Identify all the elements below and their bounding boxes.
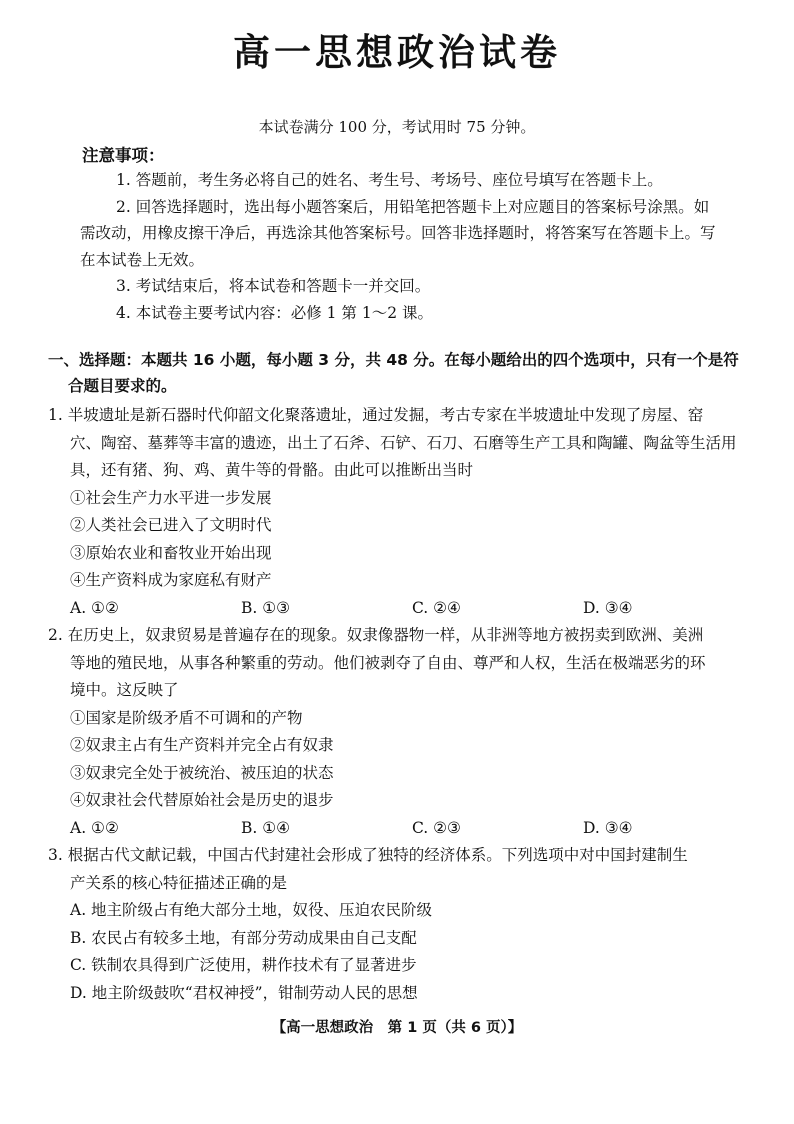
choice-c: C. ②③ — [412, 818, 461, 837]
stem-line: 穴、陶窑、墓葬等丰富的遗迹，出土了石斧、石铲、石刀、石磨等生产工具和陶罐、陶盆等生活用 — [70, 433, 737, 452]
question-1 — [48, 402, 754, 622]
notice-heading: 注意事项： — [82, 146, 165, 165]
statement: ②奴隶主占有生产资料并完全占有奴隶 — [70, 736, 334, 754]
statement: ③原始农业和畜牧业开始出现 — [70, 543, 272, 562]
statement: ②人类社会已进入了文明时代 — [70, 516, 272, 534]
stem-line: 2. 在历史上，奴隶贸易是普遍存在的现象。奴隶像器物一样，从非洲等地方被拐卖到欧洲、美洲 — [48, 626, 704, 644]
stem-line: 3. 根据古代文献记载，中国古代封建社会形成了独特的经济体系。下列选项中对中国封建制生 — [48, 846, 688, 864]
choice-b: B. 农民占有较多土地，有部分劳动成果由自己支配 — [70, 928, 417, 947]
question-list — [48, 402, 754, 1007]
notice-list — [80, 167, 720, 326]
question-stem — [48, 402, 754, 485]
section-heading-line: 合题目要求的。 — [68, 377, 177, 395]
stem-line: 等地的殖民地，从事各种繁重的劳动。他们被剥夺了自由、尊严和人权，生活在极端恶劣的环 — [70, 653, 706, 672]
choice-c: C. 铁制农具得到广泛使用，耕作技术有了显著进步 — [70, 956, 417, 974]
choice-b: B. ①④ — [241, 818, 291, 837]
choice-d: D. ③④ — [583, 818, 633, 837]
choice-a: A. ①② — [70, 598, 119, 617]
choice-c: C. ②④ — [412, 598, 461, 617]
answer-choices — [48, 815, 754, 843]
notice-item: 3. 考试结束后，将本试卷和答题卡一并交回。 — [116, 277, 431, 295]
question-stem — [48, 622, 754, 705]
choice-d: D. 地主阶级鼓吹“君权神授”，钳制劳动人民的思想 — [70, 983, 418, 1002]
section-heading-line: 一、选择题：本题共 16 小题，每小题 3 分，共 48 分。在每小题给出的四个选项中，只有一个是符 — [48, 351, 739, 369]
answer-choices — [48, 595, 754, 623]
question-2 — [48, 622, 754, 842]
stem-line: 境中。这反映了 — [70, 681, 179, 699]
notice-item: 4. 本试卷主要考试内容：必修 1 第 1～2 课。 — [116, 303, 434, 322]
statement: ④奴隶社会代替原始社会是历史的退步 — [70, 791, 334, 809]
choice-a: A. ①② — [70, 818, 119, 837]
section-heading — [48, 347, 748, 399]
question-3 — [48, 842, 754, 1007]
statement: ③奴隶完全处于被统治、被压迫的状态 — [70, 763, 334, 782]
question-stem — [48, 842, 754, 897]
stem-line: 产关系的核心特征描述正确的是 — [70, 873, 288, 892]
statement: ①国家是阶级矛盾不可调和的产物 — [70, 708, 303, 727]
page-footer: 【高一思想政治 第 1 页（共 6 页）】 — [271, 1020, 523, 1036]
choice-d: D. ③④ — [583, 598, 633, 617]
notice-item: 2. 回答选择题时，选出每小题答案后，用铅笔把答题卡上对应题目的答案标号涂黑。如需改动，用橡皮擦干净后，再选涂其他答案标号。回答非选择题时，将答案写在答题卡上。写在本试卷上无效。 — [80, 197, 716, 269]
choice-b: B. ①③ — [241, 598, 291, 617]
exam-meta: 本试卷满分 100 分，考试用时 75 分钟。 — [258, 118, 536, 136]
statement: ①社会生产力水平进一步发展 — [70, 488, 272, 507]
notice-item: 1. 答题前，考生务必将自己的姓名、考生号、考场号、座位号填写在答题卡上。 — [116, 171, 663, 189]
choice-a: A. 地主阶级占有绝大部分土地，奴役、压迫农民阶级 — [70, 901, 433, 919]
exam-title: 高一思想政治试卷 — [233, 31, 561, 74]
stem-line: 1. 半坡遗址是新石器时代仰韶文化聚落遗址，通过发掘，考古专家在半坡遗址中发现了房屋、窑 — [48, 406, 704, 424]
stem-line: 具，还有猪、狗、鸡、黄牛等的骨骼。由此可以推断出当时 — [70, 461, 474, 479]
statement: ④生产资料成为家庭私有财产 — [70, 571, 272, 589]
